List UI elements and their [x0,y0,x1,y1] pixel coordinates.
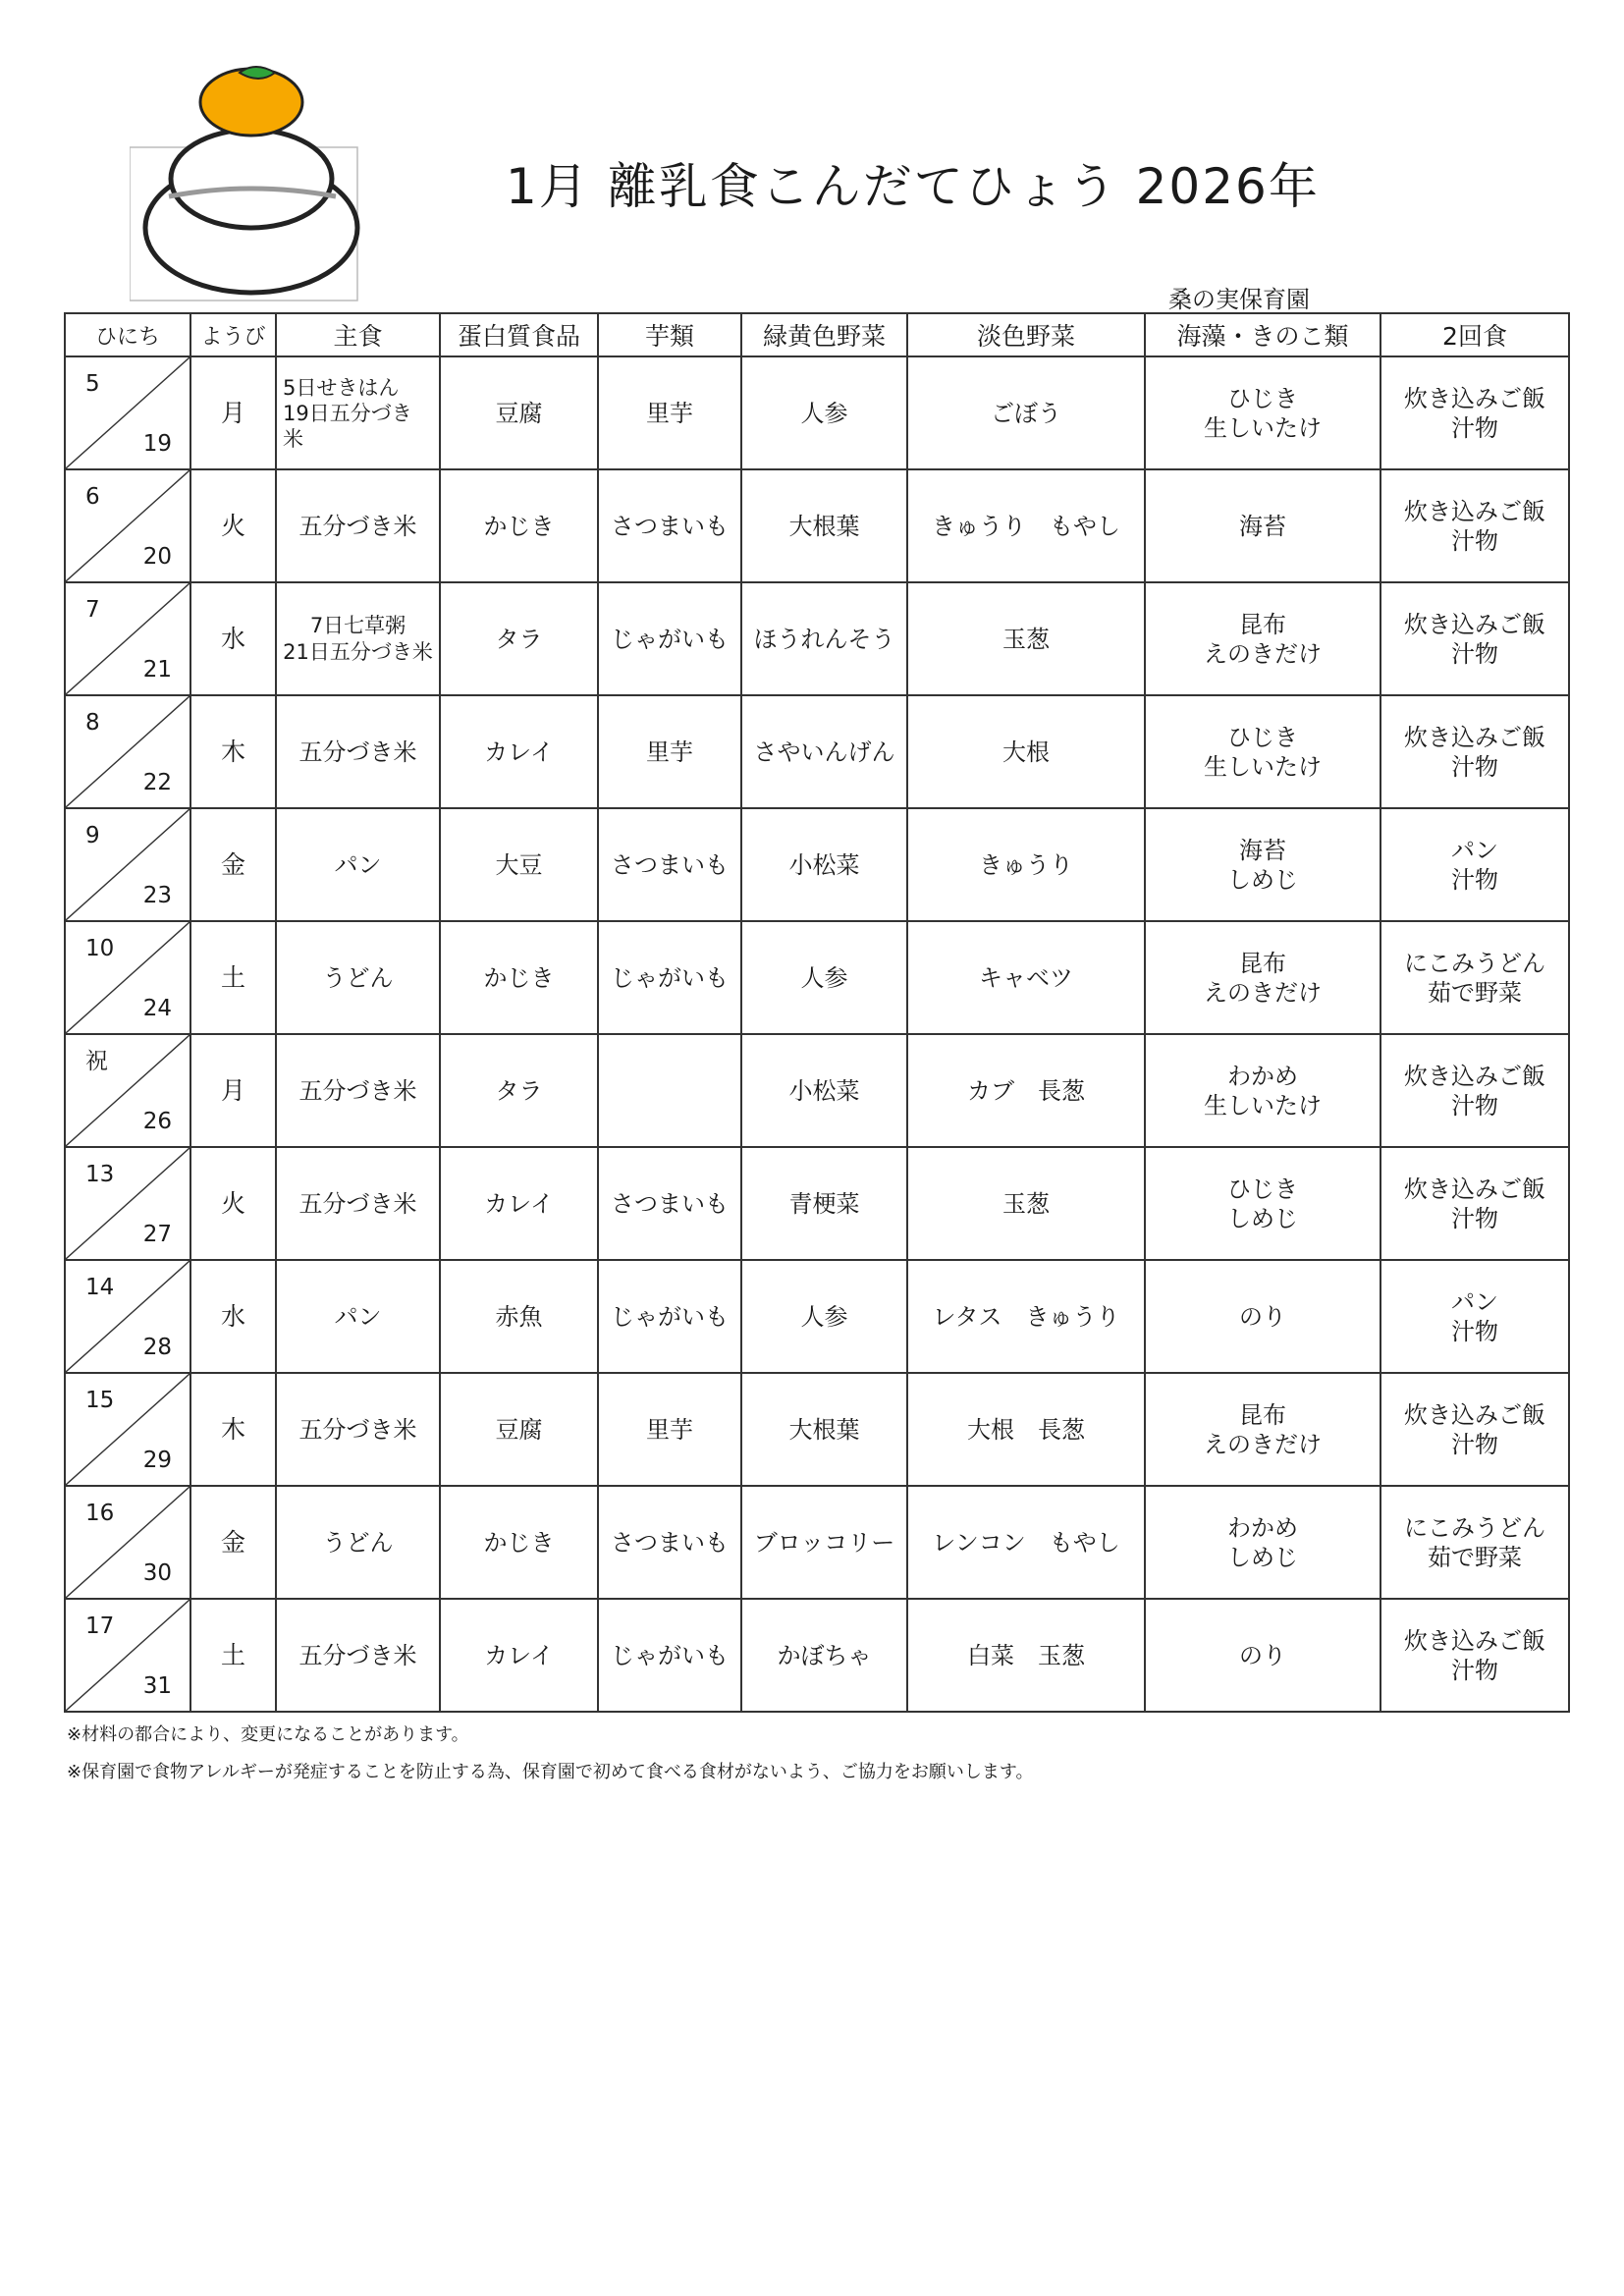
light-veg-cell: 白菜 玉葱 [907,1599,1145,1712]
col-second-meal: 2回食 [1380,313,1569,356]
staple-cell [276,1260,440,1373]
seaweed-cell-line: のり [1239,1302,1286,1331]
potato-cell: さつまいも [598,808,741,921]
table-row [65,808,1569,921]
weekday-cell: 土 [190,921,276,1034]
second-meal-cell [1380,1034,1569,1147]
date-cell [65,695,190,808]
protein-cell: カレイ [440,1147,598,1260]
protein-cell: 豆腐 [440,356,598,469]
second-meal-cell-line: にこみうどん [1404,1513,1545,1542]
second-meal-cell-line: 茹で野菜 [1428,1543,1522,1571]
table-row [65,1486,1569,1599]
potato-cell: じゃがいも [598,1260,741,1373]
staple-cell-line: うどん [322,963,394,992]
green-veg-cell: 人参 [741,356,907,469]
staple-cell-line: 5日せきはん [283,375,400,400]
staple-cell [276,356,440,469]
seaweed-cell-line: 生しいたけ [1204,413,1322,442]
green-veg-cell: ほうれんそう [741,582,907,695]
seaweed-cell-line: 生しいたけ [1204,752,1322,781]
table-row [65,356,1569,469]
light-veg-cell: きゅうり もやし [907,469,1145,582]
light-veg-cell: 玉葱 [907,582,1145,695]
date-second: 21 [142,657,172,683]
table-row [65,1373,1569,1486]
col-date: ひにち [65,313,190,356]
seaweed-cell-line: 生しいたけ [1204,1091,1322,1120]
green-veg-cell: ブロッコリー [741,1486,907,1599]
light-veg-cell: カブ 長葱 [907,1034,1145,1147]
date-cell [65,356,190,469]
staple-cell-line: パン [334,1302,382,1331]
date-cell [65,808,190,921]
staple-cell [276,1486,440,1599]
date-cell [65,1599,190,1712]
seaweed-cell-line: しめじ [1227,1543,1298,1571]
weekday-cell: 木 [190,1373,276,1486]
col-green-veg: 緑黄色野菜 [741,313,907,356]
weekday-cell: 木 [190,695,276,808]
protein-cell: かじき [440,1486,598,1599]
green-veg-cell: 小松菜 [741,808,907,921]
staple-cell [276,469,440,582]
date-first: 17 [85,1613,115,1639]
second-meal-cell-line: 茹で野菜 [1428,978,1522,1007]
seaweed-cell [1145,582,1380,695]
note-2: ※保育園で食物アレルギーが発症することを防止する為、保育園で初めて食べる食材がないよう、ご協力をお願いします。 [67,1762,1034,1782]
potato-cell: さつまいも [598,1147,741,1260]
staple-cell-line: 21日五分づき米 [283,639,433,664]
green-veg-cell: 青梗菜 [741,1147,907,1260]
protein-cell: 豆腐 [440,1373,598,1486]
staple-cell-line: 7日七草粥 [309,613,406,637]
date-second: 31 [142,1673,172,1699]
green-veg-cell: 大根葉 [741,1373,907,1486]
menu-body [65,356,1569,1712]
weekday-cell: 水 [190,1260,276,1373]
date-first: 10 [85,936,115,961]
potato-cell: じゃがいも [598,582,741,695]
date-cell [65,1147,190,1260]
second-meal-cell-line: 炊き込みご飯 [1404,384,1545,412]
staple-cell-line: 19日五分づき [283,401,412,425]
seaweed-cell-line: 昆布 [1239,610,1286,638]
weekday-cell: 月 [190,356,276,469]
date-cell [65,1373,190,1486]
green-veg-cell: さやいんげん [741,695,907,808]
seaweed-cell-line: えのきだけ [1204,978,1322,1007]
staple-cell-line: 五分づき米 [298,1076,417,1105]
seaweed-cell-line: しめじ [1227,865,1298,894]
second-meal-cell [1380,1260,1569,1373]
weekday-cell: 金 [190,808,276,921]
date-first: 14 [85,1275,115,1300]
date-cell [65,582,190,695]
date-second: 19 [142,431,172,457]
protein-cell: かじき [440,469,598,582]
staple-cell-line: 米 [283,426,303,451]
page-title: 1月 離乳食こんだてひょう 2026年 [506,158,1320,215]
second-meal-cell [1380,808,1569,921]
seaweed-cell [1145,469,1380,582]
second-meal-cell-line: 炊き込みご飯 [1404,610,1545,638]
protein-cell: 赤魚 [440,1260,598,1373]
second-meal-cell [1380,1486,1569,1599]
second-meal-cell-line: 汁物 [1451,639,1498,668]
protein-cell: 大豆 [440,808,598,921]
table-row [65,469,1569,582]
green-veg-cell: かぼちゃ [741,1599,907,1712]
seaweed-cell-line: ひじき [1227,723,1298,751]
protein-cell: タラ [440,582,598,695]
col-potato: 芋類 [598,313,741,356]
second-meal-cell [1380,921,1569,1034]
seaweed-cell-line: ひじき [1227,1175,1298,1203]
col-protein: 蛋白質食品 [440,313,598,356]
light-veg-cell: きゅうり [907,808,1145,921]
light-veg-cell: レタス きゅうり [907,1260,1145,1373]
second-meal-cell-line: 汁物 [1451,1317,1498,1345]
second-meal-cell-line: 汁物 [1451,413,1498,442]
protein-cell: かじき [440,921,598,1034]
weekday-cell: 火 [190,469,276,582]
seaweed-cell-line: 昆布 [1239,1400,1286,1429]
green-veg-cell: 小松菜 [741,1034,907,1147]
staple-cell-line: 五分づき米 [298,738,417,766]
staple-cell [276,1599,440,1712]
date-second: 24 [142,996,172,1021]
weekday-cell: 火 [190,1147,276,1260]
date-second: 22 [142,770,172,795]
date-second: 26 [142,1109,172,1134]
second-meal-cell-line: 炊き込みご飯 [1404,497,1545,525]
staple-cell [276,1147,440,1260]
second-meal-cell [1380,695,1569,808]
seaweed-cell-line: ひじき [1227,384,1298,412]
date-second: 20 [142,544,172,570]
date-second: 29 [142,1448,172,1473]
table-row [65,582,1569,695]
second-meal-cell-line: 汁物 [1451,1656,1498,1684]
date-cell [65,921,190,1034]
table-row [65,1147,1569,1260]
date-first: 5 [85,371,100,397]
staple-cell [276,921,440,1034]
table-row [65,1599,1569,1712]
second-meal-cell-line: 炊き込みご飯 [1404,1175,1545,1203]
light-veg-cell: レンコン もやし [907,1486,1145,1599]
staple-cell-line: パン [334,850,382,879]
header-row [65,313,1569,356]
date-first: 7 [85,597,100,623]
staple-cell-line: 五分づき米 [298,1189,417,1218]
seaweed-cell [1145,695,1380,808]
second-meal-cell [1380,1599,1569,1712]
second-meal-cell-line: 炊き込みご飯 [1404,1626,1545,1655]
date-first: 13 [85,1162,115,1187]
second-meal-cell-line: パン [1451,1287,1498,1316]
date-second: 23 [142,883,172,908]
second-meal-cell-line: にこみうどん [1404,949,1545,977]
protein-cell: カレイ [440,1599,598,1712]
staple-cell-line: 五分づき米 [298,512,417,540]
nursery-name: 桑の実保育園 [1168,286,1310,313]
seaweed-cell-line: えのきだけ [1204,639,1322,668]
seaweed-cell [1145,808,1380,921]
second-meal-cell-line: 炊き込みご飯 [1404,723,1545,751]
second-meal-cell-line: 炊き込みご飯 [1404,1062,1545,1090]
table-row [65,695,1569,808]
seaweed-cell-line: 海苔 [1239,512,1286,540]
potato-cell [598,1034,741,1147]
potato-cell: じゃがいも [598,1599,741,1712]
date-cell [65,1034,190,1147]
notes [67,1717,1033,1791]
staple-cell [276,582,440,695]
protein-cell: タラ [440,1034,598,1147]
potato-cell: さつまいも [598,469,741,582]
date-first: 8 [85,710,100,736]
date-second: 27 [142,1222,172,1247]
second-meal-cell [1380,1373,1569,1486]
light-veg-cell: 大根 長葱 [907,1373,1145,1486]
potato-cell: さつまいも [598,1486,741,1599]
staple-cell-line: うどん [322,1528,394,1557]
seaweed-cell [1145,1486,1380,1599]
weekday-cell: 金 [190,1486,276,1599]
col-light-veg: 淡色野菜 [907,313,1145,356]
col-weekday: ようび [190,313,276,356]
second-meal-cell-line: 汁物 [1451,1091,1498,1120]
staple-cell [276,1034,440,1147]
second-meal-cell-line: 汁物 [1451,526,1498,555]
date-first: 祝 [85,1049,108,1074]
staple-cell-line: 五分づき米 [298,1641,417,1669]
second-meal-cell-line: 汁物 [1451,865,1498,894]
staple-cell [276,695,440,808]
date-cell [65,1486,190,1599]
second-meal-cell-line: 汁物 [1451,1204,1498,1232]
seaweed-cell-line: わかめ [1227,1513,1298,1542]
table-row [65,921,1569,1034]
seaweed-cell-line: えのきだけ [1204,1430,1322,1458]
seaweed-cell-line: わかめ [1227,1062,1298,1090]
note-1: ※材料の都合により、変更になることがあります。 [67,1724,469,1745]
date-first: 6 [85,484,100,510]
green-veg-cell: 人参 [741,1260,907,1373]
date-first: 15 [85,1388,115,1413]
light-veg-cell: キャベツ [907,921,1145,1034]
table-row [65,1260,1569,1373]
second-meal-cell-line: パン [1451,836,1498,864]
potato-cell: 里芋 [598,1373,741,1486]
seaweed-cell [1145,356,1380,469]
second-meal-cell-line: 炊き込みご飯 [1404,1400,1545,1429]
date-second: 30 [142,1560,172,1586]
seaweed-cell-line: 海苔 [1239,836,1286,864]
potato-cell: 里芋 [598,356,741,469]
light-veg-cell: 大根 [907,695,1145,808]
kagami-mochi-icon [130,63,375,308]
seaweed-cell [1145,1599,1380,1712]
potato-cell: 里芋 [598,695,741,808]
seaweed-cell [1145,1147,1380,1260]
light-veg-cell: 玉葱 [907,1147,1145,1260]
weekday-cell: 月 [190,1034,276,1147]
seaweed-cell [1145,1034,1380,1147]
date-second: 28 [142,1335,172,1360]
col-staple: 主食 [276,313,440,356]
date-cell [65,1260,190,1373]
weekday-cell: 土 [190,1599,276,1712]
seaweed-cell-line: 昆布 [1239,949,1286,977]
second-meal-cell [1380,469,1569,582]
date-first: 9 [85,823,100,848]
light-veg-cell: ごぼう [907,356,1145,469]
weekday-cell: 水 [190,582,276,695]
green-veg-cell: 大根葉 [741,469,907,582]
date-cell [65,469,190,582]
seaweed-cell [1145,1260,1380,1373]
green-veg-cell: 人参 [741,921,907,1034]
protein-cell: カレイ [440,695,598,808]
seaweed-cell [1145,1373,1380,1486]
staple-cell-line: 五分づき米 [298,1415,417,1444]
col-seaweed: 海藻・きのこ類 [1145,313,1380,356]
seaweed-cell-line: しめじ [1227,1204,1298,1232]
second-meal-cell [1380,356,1569,469]
date-first: 16 [85,1501,115,1526]
potato-cell: じゃがいも [598,921,741,1034]
seaweed-cell [1145,921,1380,1034]
second-meal-cell-line: 汁物 [1451,752,1498,781]
second-meal-cell-line: 汁物 [1451,1430,1498,1458]
staple-cell [276,808,440,921]
second-meal-cell [1380,582,1569,695]
seaweed-cell-line: のり [1239,1641,1286,1669]
menu-table [64,312,1570,1713]
second-meal-cell [1380,1147,1569,1260]
table-row [65,1034,1569,1147]
staple-cell [276,1373,440,1486]
